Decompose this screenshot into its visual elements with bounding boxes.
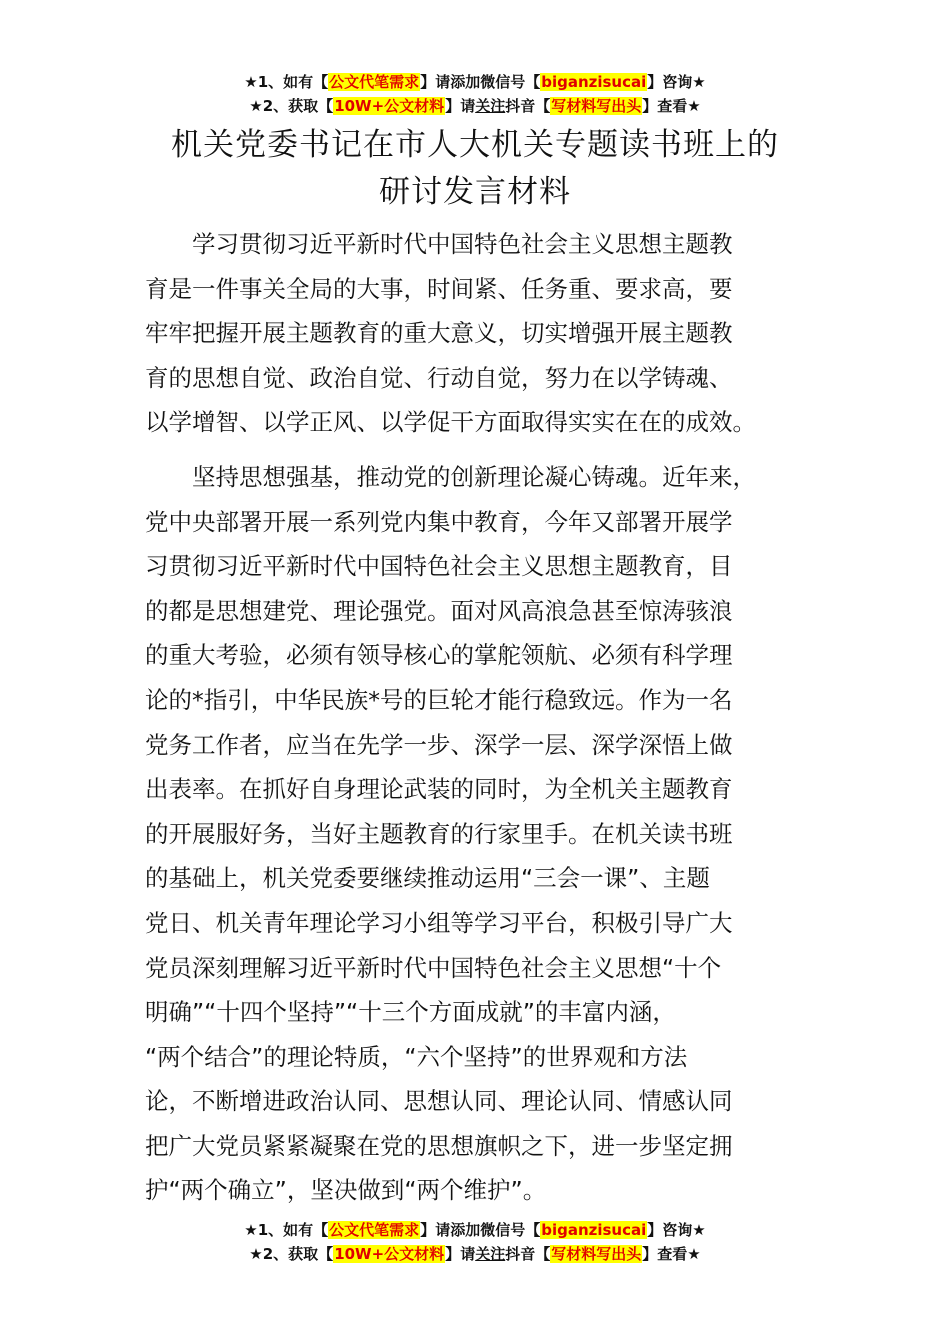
- paragraph-2: [145, 455, 820, 1213]
- banner-text: 】请添加微信号【: [420, 1221, 541, 1239]
- banner-text: 抖音【: [505, 97, 551, 115]
- banner-text: 】请: [445, 97, 476, 115]
- paragraph-line: 习贯彻习近平新时代中国特色社会主义思想主题教育，目: [145, 552, 733, 581]
- title-line-1: 机关党委书记在市人大机关专题读书班上的: [171, 127, 779, 163]
- paragraph-line: 党中央部署开展一系列党内集中教育，今年又部署开展学: [145, 507, 733, 536]
- paragraph-line: 育的思想自觉、政治自觉、行动自觉，努力在以学铸魂、: [145, 363, 733, 392]
- banner-text: ★1、如有【: [244, 1221, 329, 1239]
- banner-text: 】咨询★: [647, 73, 706, 91]
- paragraph-line: 出表率。在抓好自身理论武装的同时，为全机关主题教育: [145, 775, 733, 804]
- banner-text: 】咨询★: [647, 1221, 706, 1239]
- banner-highlight: 写材料写出头: [551, 1245, 642, 1263]
- banner-highlight: 10W+公文材料: [334, 97, 445, 115]
- banner-line-1: [0, 1218, 950, 1242]
- paragraph-line: 党务工作者，应当在先学一步、深学一层、深学深悟上做: [145, 730, 733, 759]
- paragraph-line: 牢牢把握开展主题教育的重大意义，切实增强开展主题教: [145, 319, 733, 348]
- paragraph-line: 护“两个确立”，坚决做到“两个维护”。: [145, 1176, 547, 1205]
- paragraph-line: 育是一件事关全局的大事，时间紧、任务重、要求高，要: [145, 274, 733, 303]
- paragraph-line: 论的*指引，中华民族*号的巨轮才能行稳致远。作为一名: [145, 685, 733, 714]
- banner-underlined-text: 关注: [475, 1245, 506, 1263]
- banner-text: ★2、获取【: [249, 97, 334, 115]
- paragraph-line: “两个结合”的理论特质，“六个坚持”的世界观和方法: [145, 1042, 688, 1071]
- banner-text: 】查看★: [642, 1245, 701, 1263]
- banner-highlight: biganzisucai: [541, 73, 647, 91]
- paragraph-line: 把广大党员紧紧凝聚在党的思想旗帜之下，进一步坚定拥: [145, 1131, 733, 1160]
- banner-highlight: 公文代笔需求: [329, 1221, 420, 1239]
- paragraph-line: 坚持思想强基，推动党的创新理论凝心铸魂。近年来，: [192, 462, 756, 491]
- paragraph-line: 以学增智、以学正风、以学促干方面取得实实在在的成效。: [145, 408, 756, 437]
- banner-text: 】请: [445, 1245, 476, 1263]
- banner-line-2: [0, 94, 950, 118]
- paragraph-line: 学习贯彻习近平新时代中国特色社会主义思想主题教: [192, 230, 733, 258]
- banner-highlight: 写材料写出头: [551, 97, 642, 115]
- paragraph-line: 党员深刻理解习近平新时代中国特色社会主义思想“十个: [145, 953, 722, 982]
- header-banner: [0, 70, 950, 118]
- document-body: [145, 222, 820, 1223]
- banner-line-1: [0, 70, 950, 94]
- paragraph-line: 的开展服好务，当好主题教育的行家里手。在机关读书班: [145, 819, 733, 848]
- footer-banner: [0, 1218, 950, 1266]
- banner-line-2: [0, 1242, 950, 1266]
- paragraph-line: 党日、机关青年理论学习小组等学习平台，积极引导广大: [145, 908, 733, 937]
- banner-highlight: biganzisucai: [541, 1221, 647, 1239]
- title-line-2: 研讨发言材料: [379, 174, 571, 210]
- paragraph-line: 的重大考验，必须有领导核心的掌舵领航、必须有科学理: [145, 641, 733, 670]
- paragraph-1: [145, 222, 820, 445]
- banner-highlight: 10W+公文材料: [334, 1245, 445, 1263]
- banner-text: 抖音【: [505, 1245, 551, 1263]
- paragraph-line: 明确”“十四个坚持”“十三个方面成就”的丰富内涵，: [145, 998, 676, 1027]
- paragraph-line: 的都是思想建党、理论强党。面对风高浪急甚至惊涛骇浪: [145, 596, 733, 625]
- banner-highlight: 公文代笔需求: [329, 73, 420, 91]
- paragraph-line: 的基础上，机关党委要继续推动运用“三会一课”、主题: [145, 864, 710, 893]
- banner-underlined-text: 关注: [475, 97, 506, 115]
- banner-text: ★2、获取【: [249, 1245, 334, 1263]
- banner-text: ★1、如有【: [244, 73, 329, 91]
- paragraph-line: 论，不断增进政治认同、思想认同、理论认同、情感认同: [145, 1087, 733, 1116]
- document-title: [0, 122, 950, 216]
- banner-text: 】请添加微信号【: [420, 73, 541, 91]
- banner-text: 】查看★: [642, 97, 701, 115]
